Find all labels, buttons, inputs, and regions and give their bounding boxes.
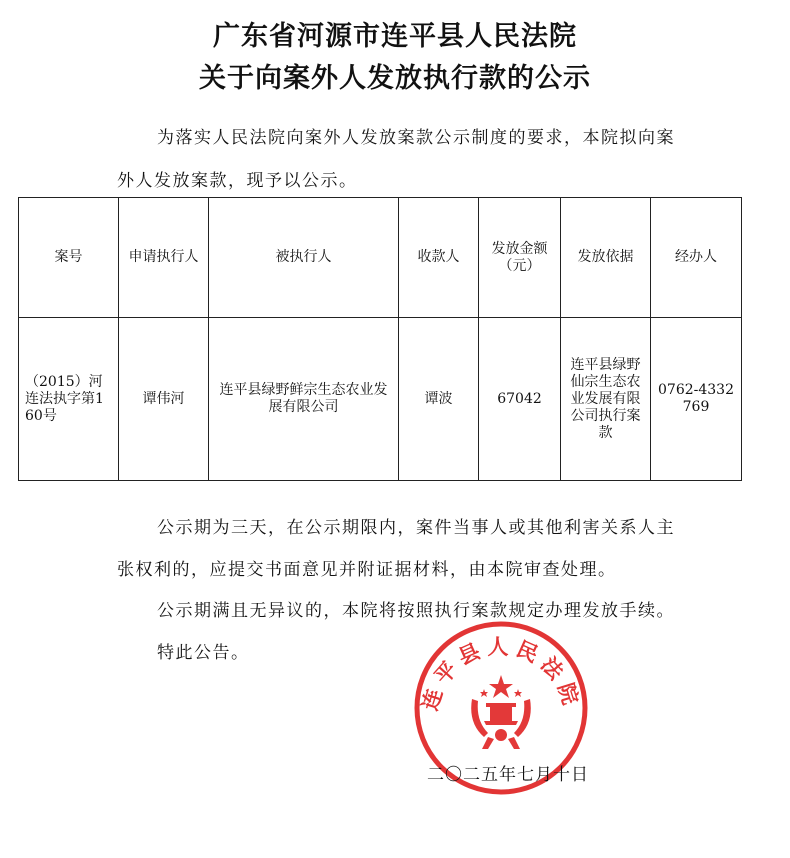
page-title-line2: 关于向案外人发放执行款的公示 [199,63,591,94]
header-basis: 发放依据 [561,198,651,318]
header-applicant: 申请执行人 [119,198,209,318]
intro-line2: 外人发放案款，现予以公示。 [117,171,358,191]
cell-respondent: 连平县绿野鲜宗生态农业发展有限公司 [209,318,399,481]
notice-para2: 公示期满且无异议的，本院将按照执行案款规定办理发放手续。 [157,601,675,621]
table-header-row [19,198,742,318]
cell-amount: 67042 [479,318,561,481]
notice-para1-line2: 张权利的，应提交书面意见并附证据材料，由本院审查处理。 [117,560,617,580]
table-row [19,318,742,481]
header-respondent: 被执行人 [209,198,399,318]
notice-table [18,197,742,481]
header-amount: 发放金额（元） [479,198,561,318]
cell-applicant: 谭伟河 [119,318,209,481]
notice-date: 二〇二五年七月十日 [427,765,589,785]
page-title-line1: 广东省河源市连平县人民法院 [213,21,577,52]
national-emblem-icon [471,675,531,749]
cell-case-no: （2015）河连法执字第160号 [19,318,119,481]
notice-para3: 特此公告。 [157,643,250,663]
header-payee: 收款人 [399,198,479,318]
cell-handler: 0762-4332769 [651,318,742,481]
cell-payee: 谭波 [399,318,479,481]
notice-para1-line1: 公示期为三天，在公示期限内，案件当事人或其他利害关系人主 [157,518,675,538]
header-case-no: 案号 [19,198,119,318]
cell-basis: 连平县绿野仙宗生态农业发展有限公司执行案款 [561,318,651,481]
header-handler: 经办人 [651,198,742,318]
intro-line1: 为落实人民法院向案外人发放案款公示制度的要求，本院拟向案 [157,128,675,148]
seal-text: 连平县人民法院 [417,634,585,714]
